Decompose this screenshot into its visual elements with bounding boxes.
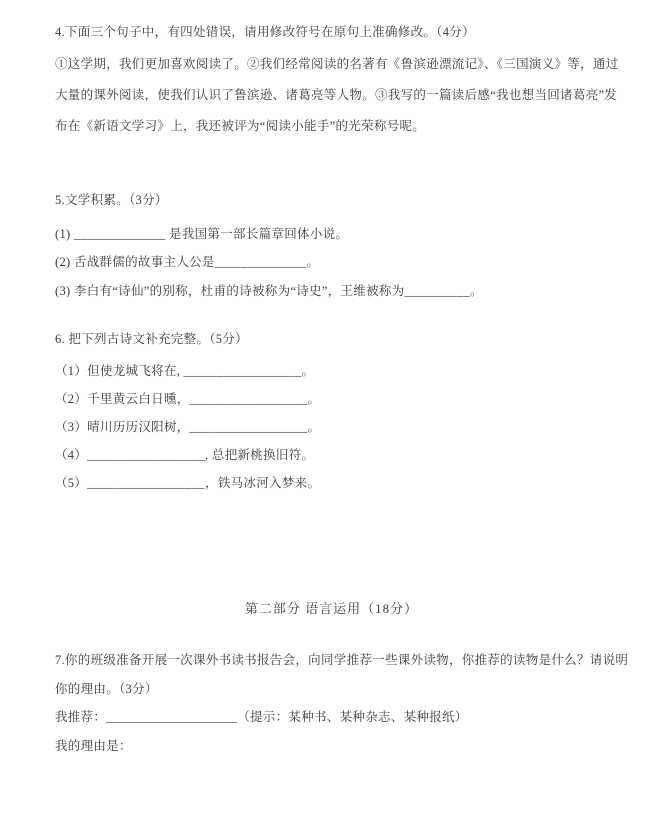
q4-paragraph-line-3: 布在《新语文学习》上，我还被评为“阅读小能手”的光荣称号呢。	[55, 119, 426, 133]
q6-item-3: （3）晴川历历汉阳树，__________________。	[55, 420, 321, 434]
q7-heading-line-2: 你的理由。（3分）	[55, 682, 158, 696]
q5-item-1: (1) ______________ 是我国第一部长篇章回体小说。	[55, 227, 349, 241]
q4-paragraph-line-1: ①这学期，我们更加喜欢阅读了。②我们经常阅读的名著有《鲁滨逊漂流记》、《三国演义》等，通过	[55, 57, 619, 71]
q5-heading: 5.文学积累。（3分）	[55, 193, 168, 207]
q6-heading: 6. 把下列古诗文补充完整。（5分）	[55, 332, 248, 346]
q4-paragraph-line-2: 大量的课外阅读，使我们认识了鲁滨逊、诸葛亮等人物。③我写的一篇读后感“我也想当回诸葛亮”发	[55, 88, 618, 102]
part2-section-heading: 第二部分 语言运用（18分）	[244, 601, 419, 616]
q7-recommend-line: 我推荐：____________________（提示：某种书、某种杂志、某种报纸）	[55, 710, 468, 724]
q6-item-1: （1）但使龙城飞将在, __________________。	[55, 364, 315, 378]
q6-item-2: （2）千里黄云白日曛，__________________。	[55, 392, 321, 406]
q4-heading: 4.下面三个句子中，有四处错误，请用修改符号在原句上准确修改。（4分）	[55, 25, 475, 39]
q6-item-5: （5）__________________，铁马冰河入梦来。	[55, 476, 321, 490]
q5-item-3: (3) 李白有“诗仙”的别称，杜甫的诗被称为“诗史”，王维被称为__________。	[55, 284, 483, 298]
q7-heading-line-1: 7.你的班级准备开展一次课外书读书报告会，向同学推荐一些课外读物，你推荐的读物是什么？请说明	[55, 653, 629, 667]
q5-item-2: (2) 舌战群儒的故事主人公是______________。	[55, 255, 320, 269]
q6-item-4: （4）__________________, 总把新桃换旧符。	[55, 448, 315, 462]
q7-reason-line: 我的理由是：	[55, 739, 132, 753]
